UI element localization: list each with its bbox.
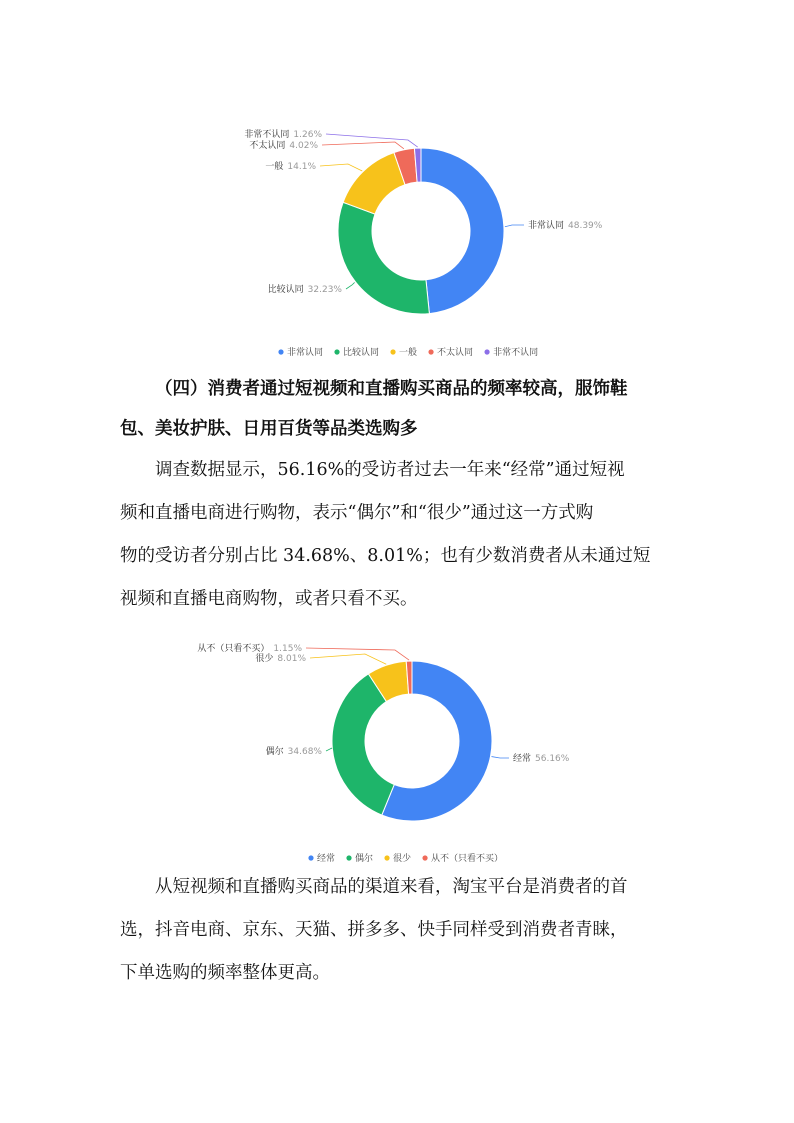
paragraph-line: 物的受访者分别占比 34.68%、8.01%；也有少数消费者从未通过短: [120, 546, 651, 566]
legend-label: 经常: [317, 854, 336, 864]
leader-line: [326, 134, 418, 147]
paragraph-line: 调查数据显示，56.16%的受访者过去一年来“经常”通过短视: [155, 460, 625, 480]
slice-label: 一般 14.1%: [265, 162, 316, 172]
legend: [308, 852, 503, 864]
leader-line: [346, 282, 355, 289]
leader-line: [306, 648, 409, 660]
legend-label: 不太认同: [437, 348, 474, 358]
legend-label: 比较认同: [343, 348, 380, 358]
paragraph-channels: [120, 866, 680, 995]
legend-marker: [346, 855, 351, 860]
paragraph-line: 选，抖音电商、京东、天猫、拼多多、快手同样受到消费者青睐，: [120, 920, 628, 940]
legend-label: 一般: [399, 348, 418, 358]
chart-agreement-svg: [0, 120, 794, 370]
legend-label: 非常认同: [287, 348, 324, 358]
chart-frequency: [0, 636, 794, 866]
leader-line: [491, 757, 509, 758]
legend-marker: [428, 349, 433, 354]
legend-label: 很少: [393, 854, 412, 864]
leader-line: [320, 164, 362, 171]
slice-label: 偶尔 34.68%: [265, 747, 322, 757]
donut-slice: [421, 148, 504, 314]
chart-frequency-svg: [0, 636, 794, 866]
paragraph-line: 频和直播电商进行购物，表示“偶尔”和“很少”通过这一方式购: [120, 503, 594, 523]
leader-line: [505, 225, 524, 227]
donut-slice: [343, 153, 405, 215]
legend-label: 从不（只看不买）: [431, 854, 504, 864]
slice-label: 非常不认同 1.26%: [244, 130, 322, 140]
paragraph-survey: [120, 449, 680, 621]
slice-label: 从不（只看不买） 1.15%: [197, 644, 302, 654]
legend: [278, 346, 538, 358]
legend-marker: [278, 349, 283, 354]
heading-line: （四）消费者通过短视频和直播购买商品的频率较高，服饰鞋: [155, 379, 628, 399]
slice-label: 很少 8.01%: [255, 654, 306, 664]
donut-slice: [338, 202, 429, 314]
section-heading: [120, 369, 680, 449]
paragraph-line: 视频和直播电商购物，或者只看不买。: [120, 589, 418, 609]
leader-line: [322, 142, 404, 149]
legend-marker: [384, 855, 389, 860]
slice-label: 不太认同 4.02%: [249, 141, 318, 151]
slice-label: 经常 56.16%: [513, 754, 570, 764]
legend-label: 非常不认同: [493, 348, 539, 358]
leader-line: [310, 654, 386, 664]
slice-label: 比较认同 32.23%: [267, 285, 342, 295]
legend-label: 偶尔: [355, 854, 374, 864]
chart-agreement: [0, 120, 794, 370]
legend-marker: [422, 855, 427, 860]
legend-marker: [390, 349, 395, 354]
paragraph-line: 下单选购的频率整体更高。: [120, 963, 330, 983]
legend-marker: [308, 855, 313, 860]
leader-line: [326, 748, 332, 751]
paragraph-line: 从短视频和直播购买商品的渠道来看，淘宝平台是消费者的首: [155, 877, 628, 897]
legend-marker: [484, 349, 489, 354]
heading-line: 包、美妆护肤、日用百货等品类选购多: [120, 419, 418, 439]
slice-label: 非常认同 48.39%: [528, 221, 603, 231]
legend-marker: [334, 349, 339, 354]
